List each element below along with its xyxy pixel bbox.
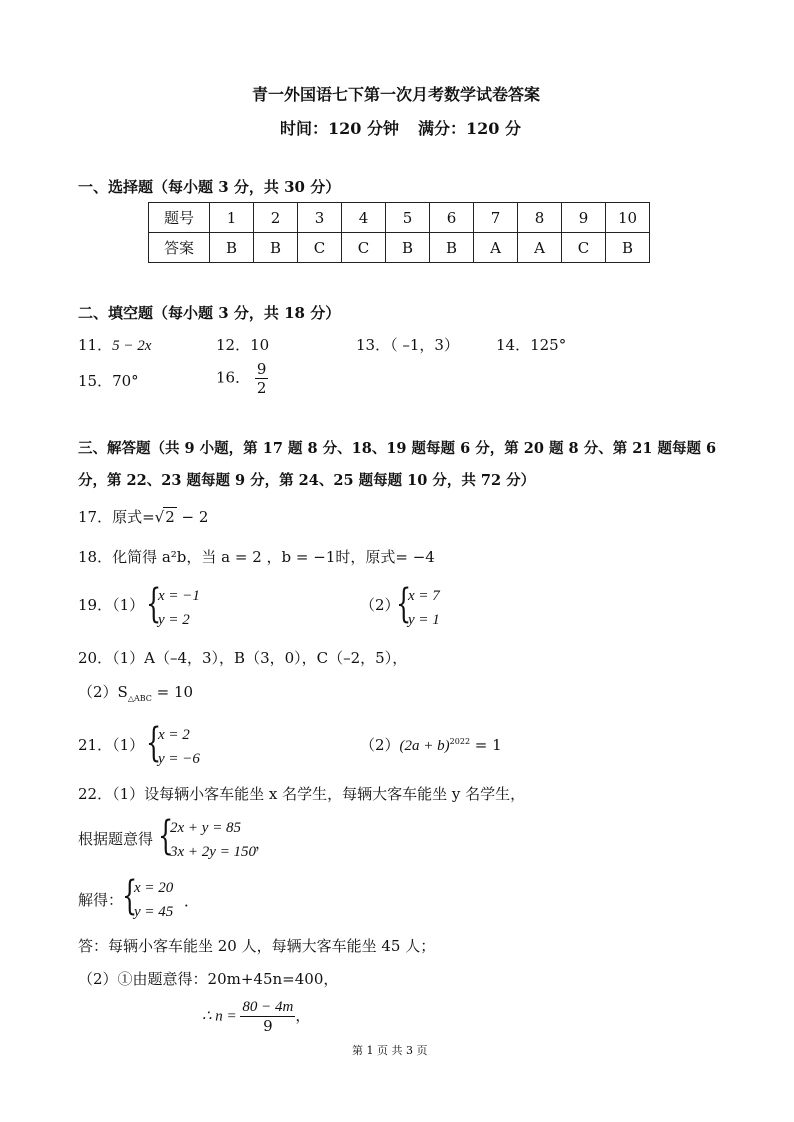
answer-20-suffix: = 10: [151, 683, 194, 701]
fraction-numerator: 9: [256, 360, 267, 378]
section3-heading-line1: 三、解答题（共 9 小题，第 17 题 8 分、18、19 题每题 6 分，第 20 题 8 分、第 21 题每题 6: [78, 440, 717, 457]
equation-system: [396, 581, 440, 632]
equation-system: [122, 873, 174, 924]
equation: x = 20: [134, 880, 174, 896]
answer-20-subscript: △ABC: [127, 694, 152, 703]
table-row-label: 题号: [149, 203, 210, 233]
fraction-numerator: 80 − 4m: [242, 999, 294, 1015]
answer-21-label: 21．（1）: [78, 736, 145, 754]
answer-12: 12．10: [216, 336, 270, 354]
answer-cell: A: [518, 233, 562, 263]
answer-20-prefix: （2）S: [78, 683, 128, 701]
question-number: 8: [518, 203, 562, 233]
table-row: [149, 233, 650, 263]
answer-21-exponent: 2022: [449, 737, 471, 746]
answer-21-suffix: = 1: [470, 736, 502, 754]
answer-21-system: [146, 720, 200, 771]
equation: y = 2: [158, 612, 190, 628]
fraction-denominator: 9: [263, 1017, 273, 1035]
answer-cell: B: [386, 233, 430, 263]
answer-cell: B: [606, 233, 650, 263]
question-number: 4: [342, 203, 386, 233]
answer-15: 15．70°: [78, 372, 139, 390]
answer-cell: C: [562, 233, 606, 263]
question-number: 10: [606, 203, 650, 233]
table-row: [149, 203, 650, 233]
answer-22-formula: [202, 998, 310, 1035]
answer-18: 18．化简得 a²b，当 a = 2 ，b = −1时，原式= −4: [78, 548, 435, 566]
answer-table: [148, 202, 650, 263]
section2-heading: 二、填空题（每小题 3 分，共 18 分）: [78, 304, 341, 322]
equation: x = 7: [408, 588, 440, 604]
equation-system: [146, 720, 200, 771]
answer-cell: B: [210, 233, 254, 263]
answer-21-part2: [360, 734, 502, 755]
question-number: 7: [474, 203, 518, 233]
answer-22-answer: 答：每辆小客车能坐 20 人，每辆大客车能坐 45 人；: [78, 937, 436, 955]
sqrt-sign: √: [154, 508, 165, 526]
table-row-label: 答案: [149, 233, 210, 263]
answer-21-expression: (2a + b): [399, 738, 450, 754]
equation: x = 2: [158, 727, 190, 743]
answer-17: [78, 506, 208, 527]
page-title: 青一外国语七下第一次月考数学试卷答案: [252, 85, 541, 104]
equation: 2x + y = 85: [170, 820, 242, 836]
answer-cell: C: [298, 233, 342, 263]
question-number: 6: [430, 203, 474, 233]
answer-20-line1: 20．（1）A（–4，3），B（3，0），C（–2，5），: [78, 649, 408, 667]
answer-22-fraction: [240, 998, 295, 1035]
exam-score: 满分：120 分: [418, 119, 521, 138]
answer-19-system-2: [396, 581, 440, 632]
answer-22-solve-label: 解得：: [78, 891, 124, 909]
equation: x = −1: [158, 588, 200, 604]
answer-21-part2-label: （2）: [360, 736, 400, 754]
answer-16-fraction: [255, 360, 269, 397]
exam-time: 时间：120 分钟: [280, 119, 399, 138]
question-number: 5: [386, 203, 430, 233]
answer-17-prefix: 17．原式=: [78, 508, 155, 526]
answer-19-system-1: [146, 581, 200, 632]
answer-22-solution: [122, 873, 174, 924]
answer-22-fraction-comma: ，: [295, 1006, 311, 1025]
answer-11-value: 5 − 2x: [112, 338, 152, 354]
fraction-denominator: 2: [256, 379, 267, 397]
equation-system: [146, 581, 200, 632]
equation: y = 45: [134, 904, 174, 920]
answer-cell: B: [430, 233, 474, 263]
brace-icon: {: [158, 813, 174, 859]
brace-icon: {: [396, 581, 412, 627]
answer-13: 13．（ –1，3）: [356, 336, 459, 354]
answer-22-system: [158, 813, 257, 864]
question-number: 3: [298, 203, 342, 233]
answer-cell: B: [254, 233, 298, 263]
sqrt-radicand: 2: [165, 508, 175, 526]
equation: 3x + 2y = 150: [170, 844, 257, 860]
section3-heading-line2: 分，第 22、23 题每题 9 分，第 24、25 题每题 10 分，共 72 分）: [78, 472, 536, 489]
brace-icon: {: [146, 581, 162, 627]
equation: y = 1: [408, 612, 440, 628]
answer-22-comma: ，: [255, 834, 271, 852]
page-number: 第 1 页 共 3 页: [352, 1044, 428, 1057]
answer-17-suffix: − 2: [176, 508, 209, 526]
question-number: 9: [562, 203, 606, 233]
answer-22-period: ．: [184, 892, 200, 910]
question-number: 2: [254, 203, 298, 233]
answer-14: 14．125°: [496, 336, 567, 354]
equation-system: [158, 813, 257, 864]
answer-11-label: 11．: [78, 336, 113, 354]
brace-icon: {: [146, 720, 162, 766]
answer-11: [78, 334, 151, 355]
brace-icon: {: [122, 873, 138, 919]
answer-22-line1: 22．（1）设每辆小客车能坐 x 名学生，每辆大客车能坐 y 名学生，: [78, 785, 526, 803]
answer-cell: C: [342, 233, 386, 263]
answer-cell: A: [474, 233, 518, 263]
answer-16: [216, 360, 268, 397]
answer-19-part2-label: （2）: [360, 596, 400, 614]
answer-16-label: 16．: [216, 368, 251, 387]
question-number: 1: [210, 203, 254, 233]
section1-heading: 一、选择题（每小题 3 分，共 30 分）: [78, 178, 341, 196]
answer-22-part2: （2）①由题意得：20m+45n=400，: [78, 970, 339, 988]
answer-20-line2: [78, 681, 193, 703]
answer-19-label: 19．（1）: [78, 596, 145, 614]
therefore-n: ∴ n =: [202, 1008, 241, 1025]
answer-22-setup-label: 根据题意得: [78, 830, 154, 848]
equation: y = −6: [158, 751, 200, 767]
